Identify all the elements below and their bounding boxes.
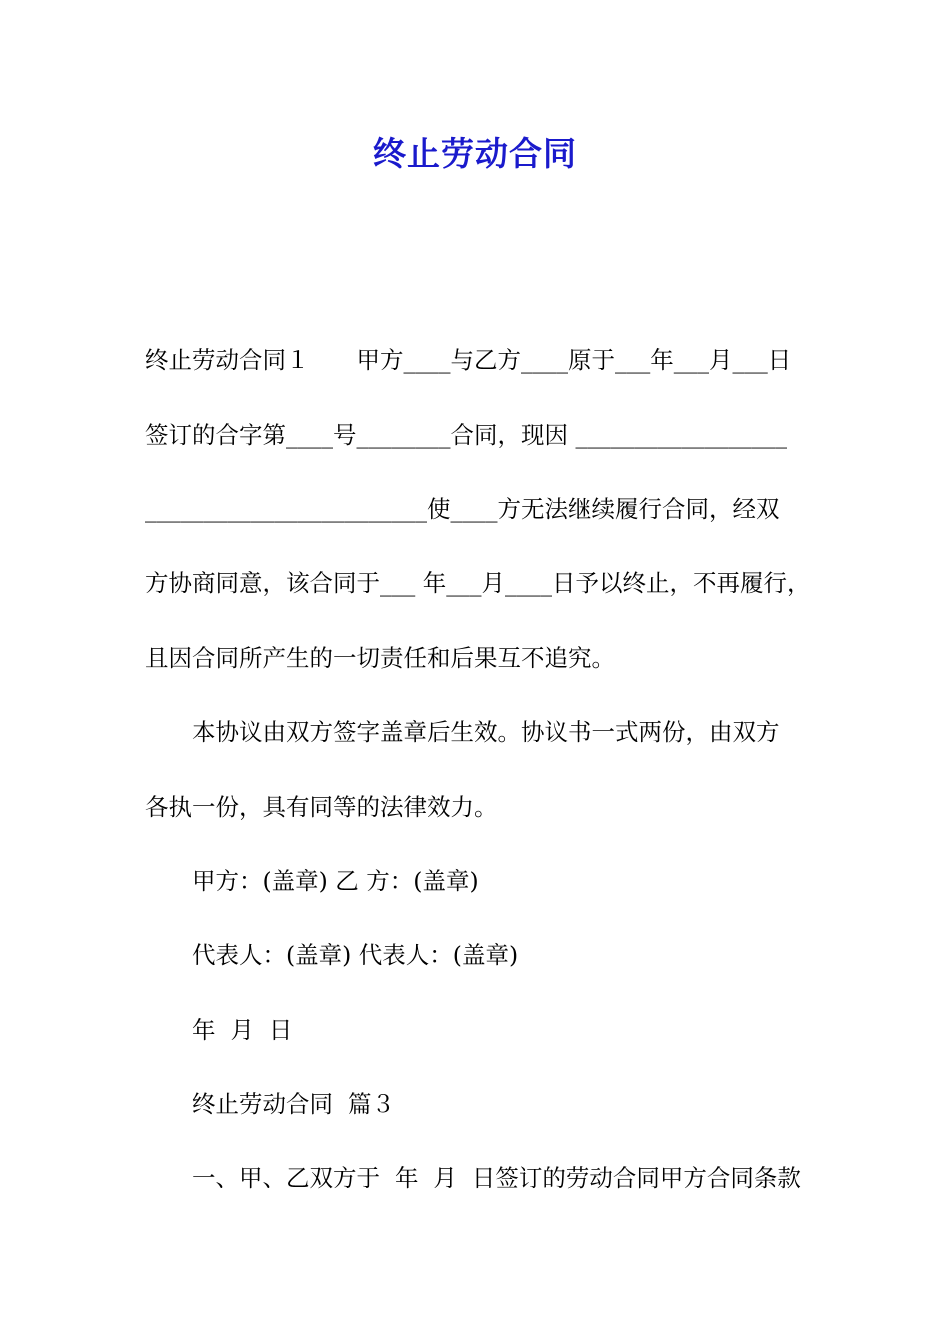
body-line-1: 终止劳动合同１ 甲方____与乙方____原于___年___月___日 — [145, 346, 792, 374]
body-line-6: 本协议由双方签字盖章后生效。协议书一式两份，由双方 — [192, 718, 780, 746]
body-line-5: 且因合同所产生的一切责任和后果互不追究。 — [145, 644, 615, 672]
signature-party-line: 甲方：(盖章) 乙 方：(盖章) — [192, 867, 479, 895]
body-line-7: 各执一份，具有同等的法律效力。 — [145, 793, 498, 821]
signature-date-line: 年 月 日 — [192, 1016, 293, 1044]
section-heading-3: 终止劳动合同 篇３ — [192, 1090, 395, 1118]
body-line-12: 一、甲、乙双方于 年 月 日签订的劳动合同甲方合同条款 — [192, 1164, 801, 1192]
document-title: 终止劳动合同 — [373, 134, 577, 173]
body-line-2: 签订的合字第____号________合同，现因 __________________ — [145, 421, 787, 449]
body-line-3: ________________________使____方无法继续履行合同，经双 — [145, 495, 780, 523]
signature-representative-line: 代表人：(盖章) 代表人：(盖章) — [192, 941, 519, 969]
body-line-4: 方协商同意，该合同于___ 年___月____日予以终止，不再履行， — [145, 569, 811, 597]
